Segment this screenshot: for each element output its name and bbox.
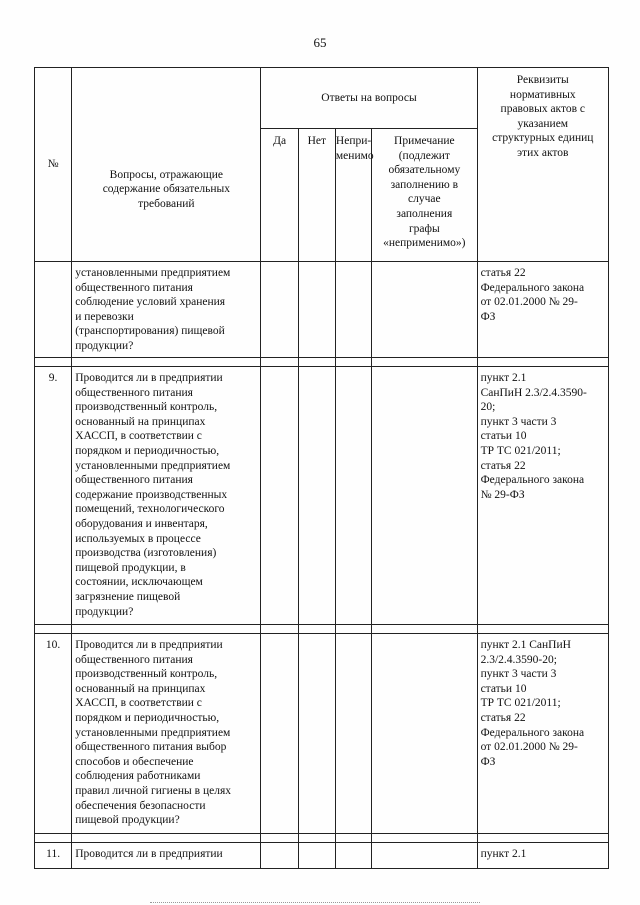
- note-cell: [372, 843, 477, 869]
- header-not-applicable: Непри- менимо: [335, 129, 371, 262]
- yes-cell: [261, 262, 298, 358]
- no-cell: [298, 843, 335, 869]
- header-references: Реквизиты нормативных правовых актов с указанием структурных единиц этих актов: [477, 68, 608, 262]
- question-cell: Проводится ли в предприятии общественного питания производственный контроль, основанный на принципах ХАССП, в соответствии с порядком и периодичностью, установленными предприятием общественного питания выбор способов и обеспечение соблюдения работниками правил личной гигиены в целях обеспечения безопасности пищевой продукции?: [72, 634, 261, 834]
- not-applicable-cell: [335, 262, 371, 358]
- yes-cell: [261, 367, 298, 625]
- row-num-cell: 11.: [35, 843, 72, 869]
- row-num-cell: [35, 262, 72, 358]
- table-row: [35, 634, 609, 834]
- header-note: Примечание (подлежит обязательному заполнению в случае заполнения графы «неприменимо»): [372, 129, 477, 262]
- reference-cell: статья 22 Федерального закона от 02.01.2000 № 29- ФЗ: [477, 262, 608, 358]
- not-applicable-cell: [335, 367, 371, 625]
- header-yes: Да: [261, 129, 298, 262]
- not-applicable-cell: [335, 634, 371, 834]
- reference-cell: пункт 2.1: [477, 843, 608, 869]
- question-cell: установленными предприятием общественного питания соблюдение условий хранения и перевозки (транспортирования) пищевой продукции?: [72, 262, 261, 358]
- no-cell: [298, 634, 335, 834]
- question-cell: Проводится ли в предприятии: [72, 843, 261, 869]
- reference-cell: пункт 2.1 СанПиН 2.3/2.4.3590-20; пункт 3 части 3 статьи 10 ТР ТС 021/2011; статья 22 Федерального закона от 02.01.2000 № 29- ФЗ: [477, 634, 608, 834]
- table-row: [35, 843, 609, 869]
- row-num-cell: 9.: [35, 367, 72, 625]
- note-cell: [372, 262, 477, 358]
- no-cell: [298, 367, 335, 625]
- reference-cell: пункт 2.1 СанПиН 2.3/2.4.3590- 20; пункт 3 части 3 статьи 10 ТР ТС 021/2011; статья 22 Федерального закона № 29-ФЗ: [477, 367, 608, 625]
- header-num: №: [35, 68, 72, 262]
- header-questions: Вопросы, отражающие содержание обязательных требований: [72, 68, 261, 262]
- header-no: Нет: [298, 129, 335, 262]
- yes-cell: [261, 634, 298, 834]
- table-row: [35, 262, 609, 358]
- page-number: 65: [313, 35, 327, 50]
- note-cell: [372, 634, 477, 834]
- question-cell: Проводится ли в предприятии общественного питания производственный контроль, основанный на принципах ХАССП, в соответствии с порядком и периодичностью, установленными предприятием общественного питания содержание производственных помещений, технологического оборудования и инвентаря, используемых в процессе производства (изготовления) пищевой продукции, в состоянии, исключающем загрязнение пищевой продукции?: [72, 367, 261, 625]
- note-cell: [372, 367, 477, 625]
- yes-cell: [261, 843, 298, 869]
- not-applicable-cell: [335, 843, 371, 869]
- row-num-cell: 10.: [35, 634, 72, 834]
- requirements-table: [34, 67, 609, 869]
- scan-edge-mark: [150, 902, 480, 903]
- table-row: [35, 367, 609, 625]
- header-answers-group: Ответы на вопросы: [261, 68, 477, 129]
- no-cell: [298, 262, 335, 358]
